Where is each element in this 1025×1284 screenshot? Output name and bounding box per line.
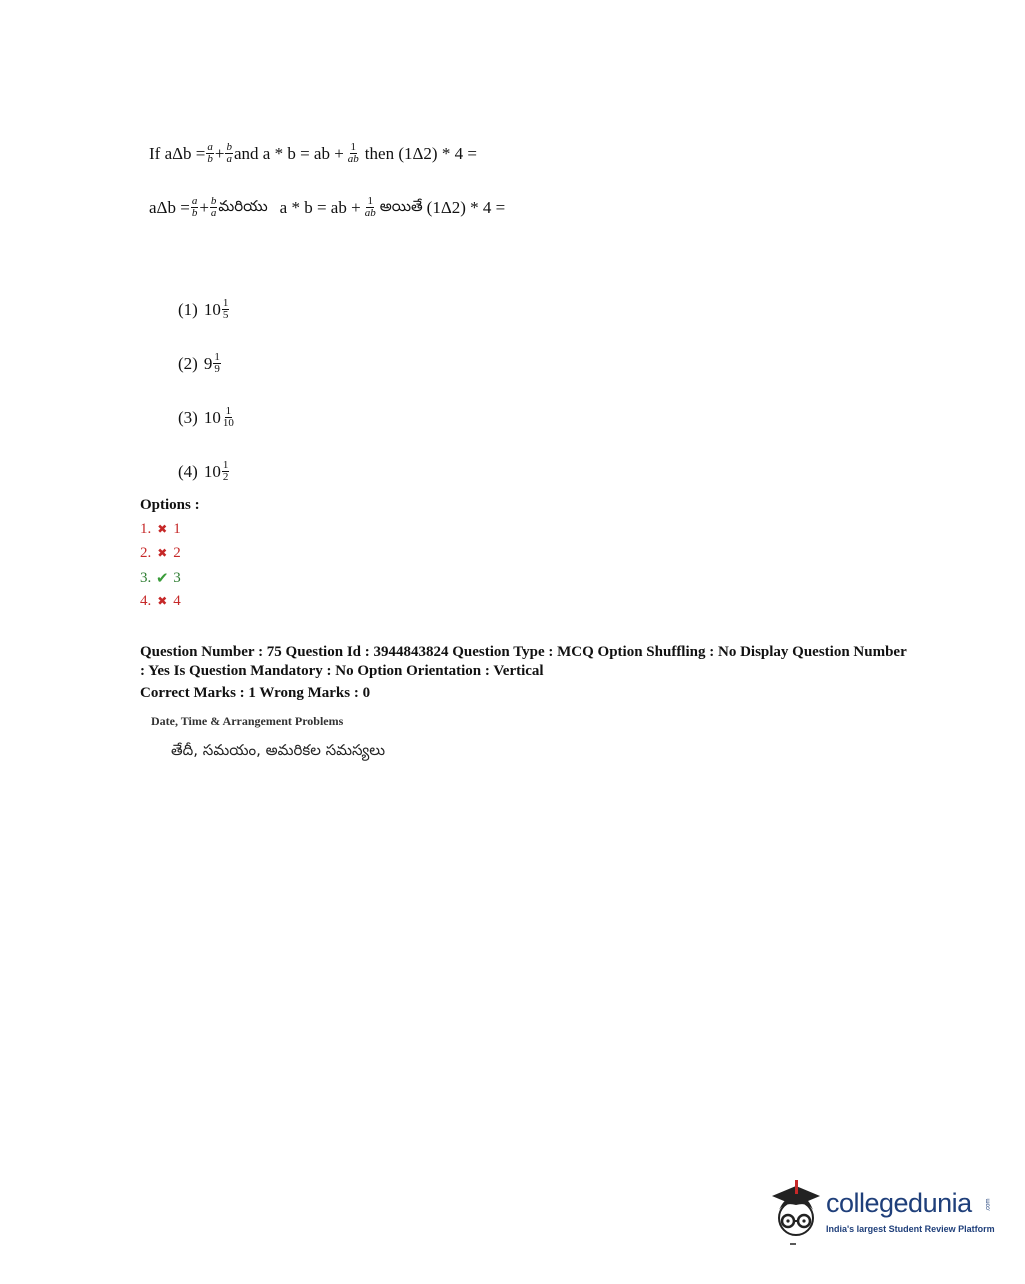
- option-4: 4. ✖ 4: [140, 593, 181, 609]
- telugu-word-and: మరియు: [218, 196, 268, 215]
- choice-2: [178, 352, 222, 375]
- section-title: Date, Time & Arrangement Problems: [151, 714, 344, 728]
- collegedunia-logo: [768, 1178, 998, 1248]
- question-english: [149, 142, 477, 165]
- choice-4: [178, 460, 230, 483]
- option-1: 1. ✖ 1: [140, 521, 181, 537]
- question-telugu: [149, 196, 505, 219]
- choice-3: [178, 406, 236, 429]
- question-suffix: then (1Δ2) * 4 =: [364, 143, 477, 163]
- logo-tagline: India's largest Student Review Platform: [826, 1224, 995, 1234]
- options-heading: Options :: [140, 497, 200, 513]
- question-suffix: (1Δ2) * 4 =: [426, 197, 506, 217]
- question-meta: Question Number : 75 Question Id : 3944843824 Question Type : MCQ Option Shuffling : No Display Question Number : Yes Is Question Mandatory : No Option Orientation : Vertical: [140, 644, 907, 679]
- cross-icon: ✖: [157, 546, 168, 560]
- fraction-b-over-a: $\frac{b}{a}$: [226, 141, 232, 165]
- telugu-word-then: అయితే: [379, 196, 423, 215]
- choice-label: (2): [178, 353, 198, 373]
- cross-icon: ✖: [157, 594, 168, 608]
- choice-label: (3): [178, 407, 198, 427]
- mixed-number: 10 $\frac{1}{5}$: [203, 297, 229, 321]
- marks-meta: Correct Marks : 1 Wrong Marks : 0: [140, 685, 371, 701]
- mixed-number: 10 $\frac{1}{2}$: [203, 459, 229, 483]
- question-mid: and a * b = ab +: [233, 143, 344, 163]
- fraction-one-over-ab: $\frac{1}{ab}$: [364, 195, 376, 219]
- logo-name: collegedunia: [826, 1188, 972, 1218]
- question-mid: a * b = ab +: [279, 197, 361, 217]
- choice-label: (4): [178, 461, 198, 481]
- fraction-a-over-b: $\frac{a}{b}$: [191, 195, 198, 219]
- choice-1: [178, 298, 230, 321]
- fraction-one-over-ab: $\frac{1}{ab}$: [347, 141, 359, 165]
- fraction-b-over-a: $\frac{b}{a}$: [210, 195, 217, 219]
- logo-suffix: .com: [985, 1198, 992, 1212]
- fraction-a-over-b: $\frac{a}{b}$: [207, 141, 213, 165]
- mascot-icon: [768, 1178, 826, 1248]
- option-2: 2. ✖ 2: [140, 545, 181, 561]
- cross-icon: ✖: [157, 522, 168, 536]
- question-prefix: If aΔb =: [149, 143, 206, 163]
- section-title-telugu: తేదీ, సమయం, అమరికల సమస్యలు: [171, 741, 386, 759]
- question-prefix: aΔb =: [149, 197, 190, 217]
- option-3: 3. ✔ 3: [140, 570, 181, 587]
- plus-sign: +: [214, 143, 225, 163]
- mixed-number: 10 $\frac{1}{10}$: [203, 405, 234, 429]
- mixed-number: 9 $\frac{1}{9}$: [203, 351, 220, 375]
- plus-sign: +: [199, 197, 209, 217]
- check-icon: ✔: [155, 571, 169, 587]
- choice-label: (1): [178, 299, 198, 319]
